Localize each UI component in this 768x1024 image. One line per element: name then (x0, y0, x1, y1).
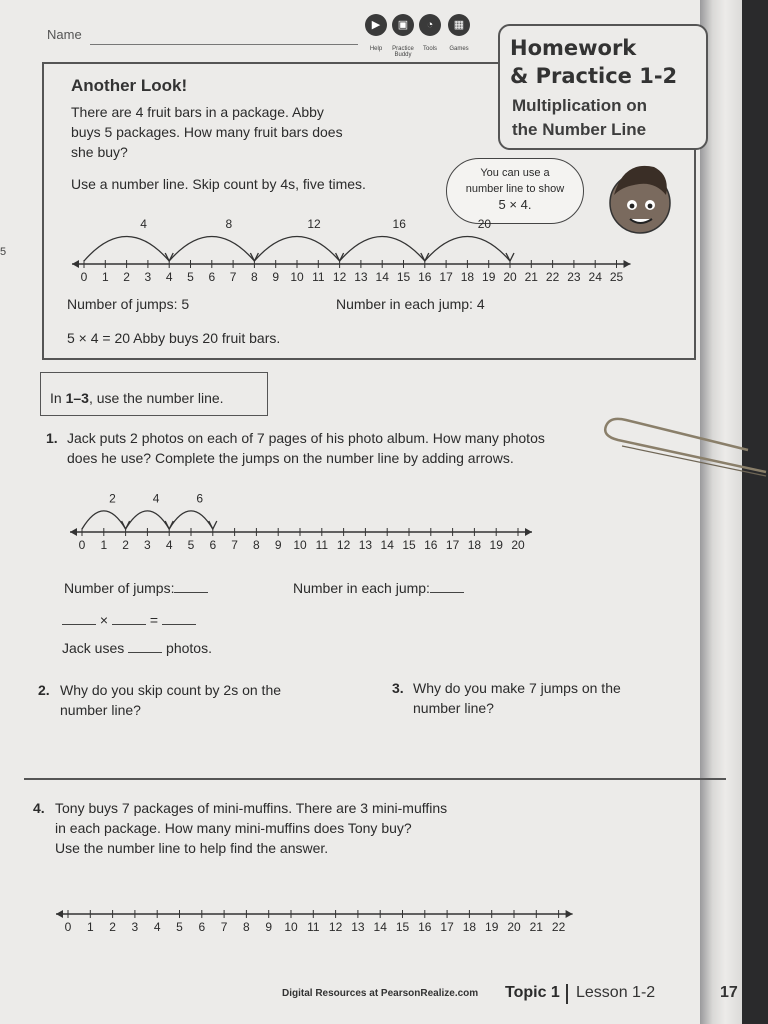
instructions-text (50, 388, 224, 408)
tick-label: 14 (373, 920, 387, 934)
jack-uses-label: Jack uses (62, 640, 125, 656)
jump-label: 2 (109, 491, 116, 506)
tick-label: 0 (80, 270, 88, 282)
page-edge-shadow (700, 0, 742, 1024)
footer-lesson: Lesson 1-2 (576, 984, 656, 1001)
tick-label: 10 (284, 920, 298, 934)
tick-label: 21 (529, 920, 543, 934)
problem2-text (60, 680, 281, 720)
tick-label: 8 (251, 270, 258, 282)
problem-line: buys 5 packages. How many fruit bars does (71, 124, 343, 140)
jump-arc (425, 237, 510, 262)
problem-line: Why do you make 7 jumps on the (413, 680, 621, 696)
footer-resources: Digital Resources at PearsonRealize.com (282, 988, 479, 999)
problem2-number: 2. (38, 682, 50, 698)
product-blank[interactable] (162, 610, 196, 625)
jump-arc (169, 511, 213, 529)
tick-label: 20 (511, 538, 525, 552)
number-line-problem4[interactable] (50, 902, 590, 942)
instructions-range: 1–3 (65, 390, 89, 406)
tools-icon[interactable]: ◔ (419, 14, 441, 36)
tick-label: 0 (78, 538, 86, 552)
tick-label: 19 (489, 538, 503, 552)
tick-label: 3 (144, 270, 152, 282)
tick-label: 3 (144, 538, 151, 552)
right-arrow-icon (525, 528, 532, 536)
tick-label: 18 (467, 538, 482, 552)
tick-label: 1 (100, 538, 108, 552)
tick-label: 20 (503, 270, 517, 282)
tick-label: 22 (545, 270, 560, 282)
tick-label: 17 (439, 270, 453, 282)
factor2-blank[interactable] (112, 610, 146, 625)
problem-line: number line? (60, 702, 141, 718)
tick-label: 14 (380, 538, 394, 552)
problem-line: Use the number line to help find the answer. (55, 840, 329, 856)
bubble-line: number line to show (465, 183, 565, 195)
tick-label: 2 (122, 538, 129, 552)
tick-label: 2 (123, 270, 130, 282)
games-icon[interactable]: ▦ (448, 14, 470, 36)
tick-label: 5 (187, 538, 195, 552)
problem3-number: 3. (392, 680, 404, 696)
problem1-each-jump (293, 578, 464, 598)
tick-label: 9 (272, 270, 280, 282)
tick-label: 11 (307, 920, 320, 934)
tick-label: 8 (243, 920, 250, 934)
problem1-text (67, 428, 545, 468)
section-divider (24, 778, 726, 780)
tick-label: 16 (418, 270, 432, 282)
jump-arc (169, 237, 254, 262)
answer-text: 5 × 4 = 20 Abby buys 20 fruit bars. (67, 330, 281, 346)
tick-label: 2 (109, 920, 116, 934)
tick-label: 12 (336, 538, 351, 552)
problem1-answer (62, 638, 212, 658)
jumps-answer-blank[interactable] (174, 578, 208, 593)
tick-label: 7 (231, 538, 238, 552)
problem-line: number line? (413, 700, 494, 716)
jump-arc (82, 511, 126, 529)
factor1-blank[interactable] (62, 610, 96, 625)
bubble-line: 5 × 4. (498, 197, 532, 212)
tick-label: 9 (274, 538, 282, 552)
tick-label: 20 (507, 920, 521, 934)
tick-label: 12 (328, 920, 343, 934)
number-line-problem1[interactable] (60, 486, 550, 552)
problem-line: she buy? (71, 144, 128, 160)
jump-label: 6 (196, 491, 204, 506)
practice-buddy-icon[interactable]: ▣ (392, 14, 414, 36)
right-arrow-icon (566, 910, 573, 918)
tool-label-games: Games (449, 46, 469, 52)
another-look-problem (71, 102, 343, 162)
problem-line: in each package. How many mini-muffins does Tony buy? (55, 820, 412, 836)
play-icon[interactable]: ▶ (365, 14, 387, 36)
tick-label: 4 (165, 538, 173, 552)
tick-label: 17 (440, 920, 454, 934)
photos-answer-blank[interactable] (128, 638, 162, 653)
tick-label: 15 (402, 538, 416, 552)
tick-label: 0 (64, 920, 72, 934)
tick-label: 9 (265, 920, 273, 934)
jump-label: 4 (140, 218, 147, 231)
page-number: 17 (720, 984, 738, 1001)
paper-clip (598, 410, 768, 480)
tick-label: 24 (588, 270, 602, 282)
left-arrow-icon (56, 910, 63, 918)
tick-label: 13 (351, 920, 365, 934)
jump-arc (84, 237, 169, 262)
tick-label: 12 (332, 270, 347, 282)
tick-label: 10 (293, 538, 307, 552)
homework-title-line2: & Practice 1-2 (510, 64, 678, 88)
problem4-text (55, 798, 447, 858)
tick-label: 1 (86, 920, 94, 934)
tick-label: 19 (482, 270, 496, 282)
jump-label: 12 (307, 218, 321, 231)
problem-line: Jack puts 2 photos on each of 7 pages of his photo album. How many photos (67, 430, 545, 446)
tick-label: 5 (187, 270, 194, 282)
jump-label: 20 (477, 218, 492, 231)
tick-label: 17 (445, 538, 460, 552)
problem-line: does he use? Complete the jumps on the number line by adding arrows. (67, 450, 514, 466)
tick-label: 15 (396, 270, 411, 282)
tick-label: 5 (176, 920, 183, 934)
problem1-jumps (64, 578, 208, 598)
tick-label: 10 (290, 270, 304, 282)
photos-label: photos. (166, 640, 212, 656)
tick-label: 6 (208, 270, 216, 282)
problem-line: There are 4 fruit bars in a package. Abby (71, 104, 324, 120)
homework-title (510, 34, 677, 90)
tick-label: 7 (229, 270, 237, 282)
tick-label: 8 (253, 538, 260, 552)
left-arrow-icon (70, 528, 77, 536)
tick-label: 14 (375, 270, 389, 282)
tick-label: 21 (524, 270, 538, 282)
lesson-title-line1: Multiplication on (512, 96, 648, 115)
jump-arc (340, 237, 425, 262)
homework-title-line1: Homework (510, 36, 637, 60)
another-look-instruction: Use a number line. Skip count by 4s, five times. (71, 176, 366, 192)
tick-label: 4 (153, 920, 161, 934)
problem3-text (413, 678, 621, 718)
jumps-text: Number of jumps: 5 (67, 296, 190, 312)
problem1-equation (62, 610, 196, 630)
bubble-line: You can use a (480, 167, 550, 179)
tick-label: 1 (101, 270, 109, 282)
jump-arc (126, 511, 170, 529)
tick-label: 6 (209, 538, 217, 552)
tick-label: 15 (395, 920, 410, 934)
equals-symbol: = (149, 612, 159, 628)
each-jump-answer-blank[interactable] (430, 578, 464, 593)
instructions-prefix: In (50, 390, 66, 406)
jump-label: 16 (392, 218, 406, 231)
footer-separator (566, 984, 568, 1004)
right-arrow-icon (624, 260, 631, 268)
footer-topic: Topic 1 (505, 984, 560, 1001)
problem-line: Tony buys 7 packages of mini-muffins. There are 3 mini-muffins (55, 800, 448, 816)
tick-label: 25 (609, 270, 624, 282)
tick-label: 23 (567, 270, 581, 282)
tick-label: 18 (462, 920, 477, 934)
problem4-number: 4. (33, 800, 45, 816)
tool-label-practice-buddy: Practice Buddy (392, 46, 414, 58)
name-input-line[interactable] (90, 44, 358, 45)
tool-label-help: Help (369, 46, 383, 52)
tick-label: 11 (312, 270, 325, 282)
tick-label: 6 (198, 920, 206, 934)
jump-label: 4 (152, 491, 160, 506)
another-look-title: Another Look! (71, 76, 188, 95)
left-arrow-icon (72, 260, 79, 268)
problem1-number: 1. (46, 430, 58, 446)
tick-label: 13 (358, 538, 373, 552)
tick-label: 4 (165, 270, 173, 282)
tick-label: 16 (418, 920, 432, 934)
times-symbol: × (99, 612, 109, 628)
lesson-title-line2: the Number Line (512, 120, 647, 139)
tick-label: 16 (424, 538, 438, 552)
tick-label: 11 (315, 538, 329, 552)
speech-bubble (446, 158, 584, 224)
tick-label: 7 (220, 920, 228, 934)
tool-label-tools: Tools (422, 46, 437, 52)
tick-label: 18 (460, 270, 475, 282)
lesson-title (512, 94, 647, 142)
problem-line: Why do you skip count by 2s on the (60, 682, 282, 698)
jump-arc (254, 237, 339, 262)
tick-label: 13 (354, 270, 368, 282)
each-jump-label: Number in each jump: (293, 580, 430, 596)
instructions-suffix: , use the number line. (88, 390, 224, 406)
tick-label: 22 (551, 920, 566, 934)
each-jump-text: Number in each jump: 4 (336, 296, 485, 312)
margin-mark: 5 (0, 246, 7, 258)
name-label: Name (47, 27, 82, 42)
jump-label: 8 (225, 218, 233, 231)
number-line-example (60, 218, 660, 282)
tick-label: 19 (485, 920, 499, 934)
jumps-label: Number of jumps: (64, 580, 175, 596)
tick-label: 3 (131, 920, 139, 934)
